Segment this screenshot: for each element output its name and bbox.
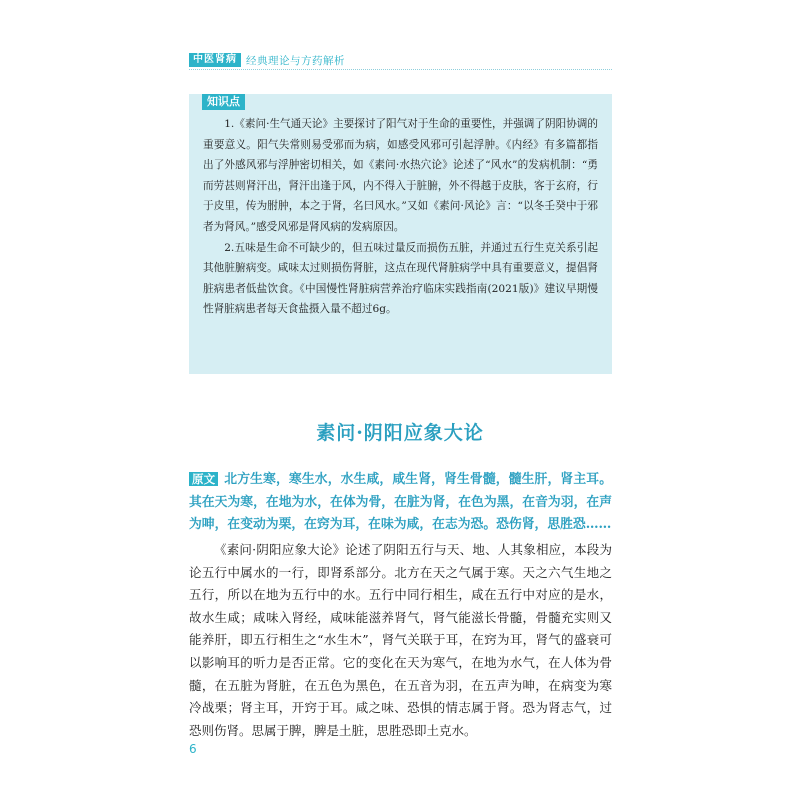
header-title: 经典理论与方药解析: [246, 54, 345, 67]
section-title: 素问·阴阳应象大论: [316, 422, 484, 444]
source-tag: 原文: [189, 472, 218, 486]
page-number: 6: [189, 742, 197, 756]
source-text-block: [189, 468, 612, 537]
knowledge-box: [189, 94, 612, 374]
knowledge-paragraph-2: 2.五味是生命不可缺少的，但五味过量反而损伤五脏，并通过五行生克关系引起其他脏腑病变。咸味太过则损伤肾脏，这点在现代肾脏病学中具有重要意义，提倡肾脏病患者低盐饮食。《中国慢性肾脏病营养治疗临床实践指南(2021版)》建议早期慢性肾脏病患者每天食盐摄入量不超过6g。: [203, 241, 598, 316]
commentary-paragraph: 《素问·阴阳应象大论》论述了阴阳五行与天、地、人其象相应，本段为论五行中属水的一行，即肾系部分。北方在天之气属于寒。天之六气生地之五行，所以在地为五行中的水。五行中同行相生，咸在五行中对应的是水，故水生咸；咸味入肾经，咸味能滋养肾气，肾气能滋长骨髓，骨髓充实则又能养肝，即五行相生之“水生木”，肾气关联于耳，在窍为耳，肾气的盛衰可以影响耳的听力是否正常。它的变化在天为寒气，在地为水气，在人体为骨髓，在五脏为肾脏，在五色为黑色，在五音为羽，在五声为呻，在病变为寒冷战栗；肾主耳，开窍于耳。咸之味、恐惧的情志属于肾。恐为肾志气，过恐则伤肾。思属于脾，脾是土脏，思胜恐即土克水。: [189, 542, 612, 738]
knowledge-tag: 知识点: [202, 94, 245, 110]
source-text: 北方生寒，寒生水，水生咸，咸生肾，肾生骨髓，髓生肝，肾主耳。其在天为寒，在地为水，在体为骨，在脏为肾，在色为黑，在音为羽，在声为呻，在变动为栗，在窍为耳，在味为咸，在志为恐。恐伤肾，思胜恐……: [189, 472, 613, 533]
knowledge-paragraph-1: 1.《素问·生气通天论》主要探讨了阳气对于生命的重要性，并强调了阴阳协调的重要意义。阳气失常则易受邪而为病，如感受风邪可引起浮肿。《内经》有多篇都指出了外感风邪与浮肿密切相关，如《素问·水热穴论》论述了“风水”的发病机制：“勇而劳甚则肾汗出，肾汗出逢于风，内不得入于脏腑，外不得越于皮肤，客于玄府，行于皮里，传为胕肿，本之于肾，名曰风水。”又如《素问·风论》言：“以冬壬癸中于邪者为肾风。”感受风邪是肾风病的发病原因。: [203, 118, 598, 233]
running-header: [189, 53, 345, 67]
header-divider: [189, 69, 612, 70]
header-brand: 中医肾病: [189, 53, 241, 67]
